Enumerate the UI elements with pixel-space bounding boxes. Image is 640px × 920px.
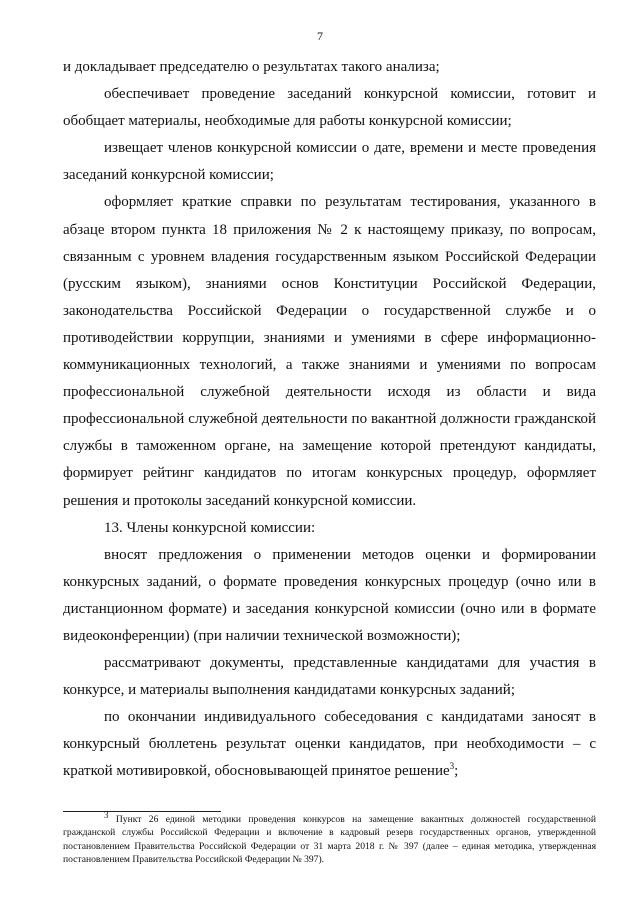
footnote-text: Пункт 26 единой методики проведения конкурсов на замещение вакантных должностей государственной гражданской службы Российской Федерации и включение в кадровый резерв государственных органов, утвержденной постановлением Правительства Российской Федерации от 31 марта 2018 г. № 397 (далее – единая методика, утвержденная постановлением Правительства Российской Федерации № 397).: [63, 814, 596, 866]
paragraph-end: ;: [454, 763, 459, 780]
document-body: [63, 54, 596, 786]
paragraph: обеспечивает проведение заседаний конкурсной комиссии, готовит и обобщает материалы, необходимые для работы конкурсной комиссии;: [63, 86, 596, 130]
paragraph: вносят предложения о применении методов оценки и формировании конкурсных заданий, о формате проведения конкурсных процедур (очно или в дистанционном формате) и заседания конкурсной комиссии (очно или в формате видеоконференции) (при наличии технической возможности);: [63, 546, 596, 644]
footnote: [63, 809, 596, 867]
footnote-divider: [63, 811, 221, 812]
footnote-reference[interactable]: 3: [449, 761, 455, 772]
section-heading: 13. Члены конкурсной комиссии:: [104, 519, 316, 536]
footnote-marker: 3: [104, 809, 109, 820]
paragraph-text: по окончании индивидуального собеседования с кандидатами заносят в конкурсный бюллетень результат оценки кандидатов, при необходимости – с краткой мотивировкой, обосновывающей принятое решение: [63, 709, 596, 780]
paragraph: и докладывает председателю о результатах такого анализа;: [63, 59, 440, 75]
paragraph: извещает членов конкурсной комиссии о дате, времени и месте проведения заседаний конкурсной комиссии;: [63, 140, 596, 184]
page-number: 7: [317, 29, 323, 43]
paragraph: оформляет краткие справки по результатам тестирования, указанного в абзаце втором пункта 18 приложения № 2 к настоящему приказу, по вопросам, связанным с уровнем владения государственным языком Российской Федерации (русским языком), знаниями основ Конституции Российской Федерации, законодательства Российской Федерации о государственной службе и о противодействии коррупции, знаниями и умениями в сфере информационно-коммуникационных технологий, а также знаниями и умениями по вопросам профессиональной служебной деятельности исходя из области и вида профессиональной служебной деятельности по вакантной должности гражданской службы в таможенном органе, на замещение которой претендуют кандидаты, формирует рейтинг кандидатов по итогам конкурсных процедур, оформляет решения и протоколы заседаний конкурсной комиссии.: [63, 194, 596, 509]
paragraph-with-footnote: [63, 704, 596, 785]
paragraph: рассматривают документы, представленные кандидатами для участия в конкурсе, и материалы выполнения кандидатами конкурсных заданий;: [63, 655, 596, 699]
